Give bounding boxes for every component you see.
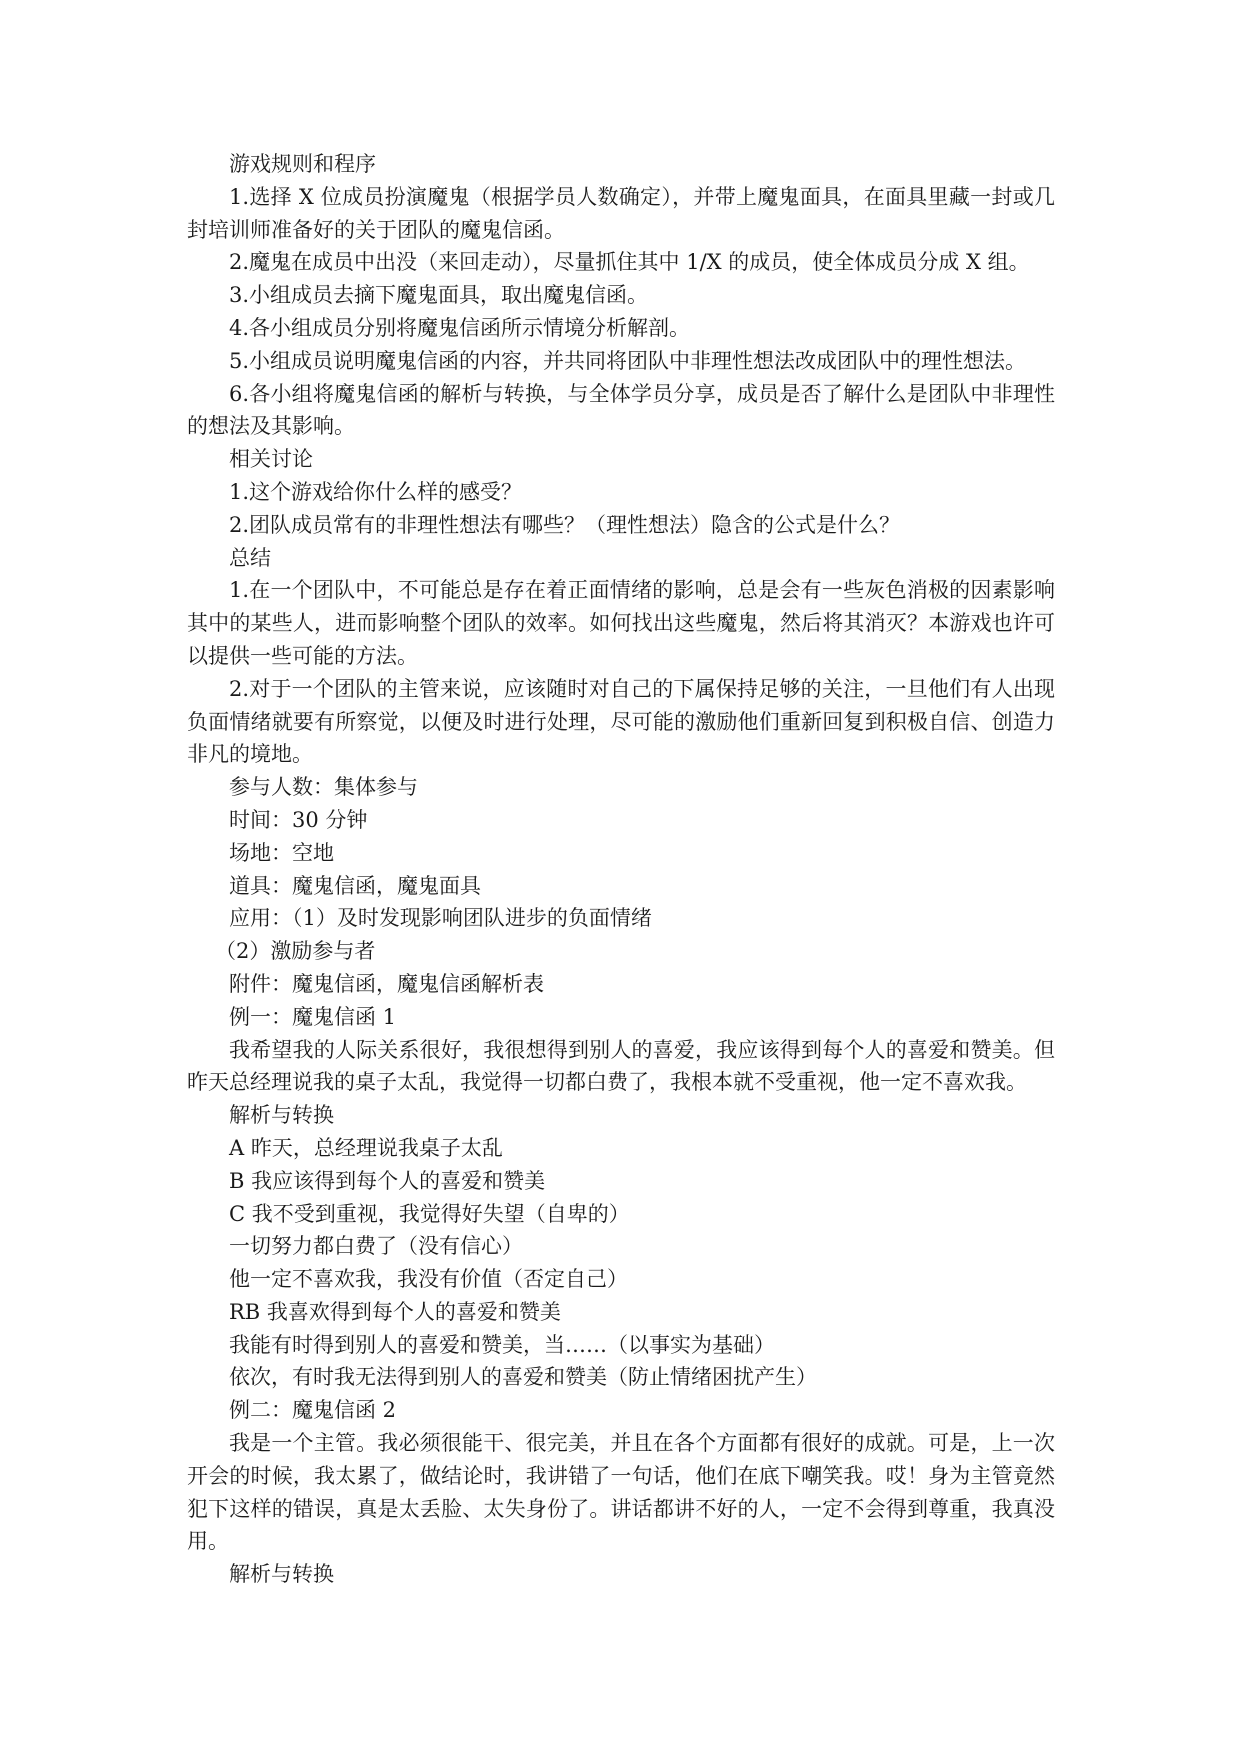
analysis-c: C 我不受到重视，我觉得好失望（自卑的）	[229, 1201, 630, 1226]
heading-discussion: 相关讨论	[229, 447, 313, 472]
analysis-a: A 昨天，总经理说我桌子太乱	[229, 1135, 503, 1160]
analysis-rb: RB 我喜欢得到每个人的喜爱和赞美	[229, 1299, 561, 1324]
analysis-heading-2: 解析与转换	[229, 1562, 334, 1587]
rule-4: 4.各小组成员分别将魔鬼信函所示情境分析解剖。	[229, 315, 691, 340]
summary-1: 1.在一个团队中，不可能总是存在着正面情绪的影响，总是会有一些灰色消极的因素影响其中的某些人，进而影响整个团队的效率。如何找出这些魔鬼，然后将其消灭？本游戏也许可以提供一些可能的方法。	[187, 578, 1055, 668]
application-2: （2）激励参与者	[215, 939, 376, 964]
summary-2: 2.对于一个团队的主管来说，应该随时对自己的下属保持足够的关注，一旦他们有人出现负面情绪就要有所察觉，以便及时进行处理，尽可能的激励他们重新回复到积极自信、创造力非凡的境地。	[187, 676, 1055, 767]
analysis-c-3: 他一定不喜欢我，我没有价值（否定自己）	[229, 1267, 628, 1292]
attachments: 附件：魔鬼信函，魔鬼信函解析表	[229, 971, 544, 996]
analysis-rb-2: 我能有时得到别人的喜爱和赞美，当……（以事实为基础）	[229, 1332, 775, 1357]
time: 时间：30 分钟	[229, 807, 368, 832]
rule-2: 2.魔鬼在成员中出没（来回走动），尽量抓住其中 1/X 的成员，使全体成员分成 X 组。	[229, 250, 1030, 275]
analysis-rb-3: 依次，有时我无法得到别人的喜爱和赞美（防止情绪困扰产生）	[229, 1365, 817, 1390]
analysis-c-2: 一切努力都白费了（没有信心）	[229, 1234, 523, 1259]
example-2-letter: 我是一个主管。我必须很能干、很完美，并且在各个方面都有很好的成就。可是，上一次开会的时候，我太累了，做结论时，我讲错了一句话，他们在底下嘲笑我。哎！身为主管竟然犯下这样的错误，真是太丢脸、太失身份了。讲话都讲不好的人，一定不会得到尊重，我真没用。	[187, 1431, 1055, 1554]
rule-5: 5.小组成员说明魔鬼信函的内容，并共同将团队中非理性想法改成团队中的理性想法。	[229, 348, 1027, 373]
rule-6: 6.各小组将魔鬼信函的解析与转换，与全体学员分享，成员是否了解什么是团队中非理性的想法及其影响。	[187, 381, 1055, 439]
heading-summary: 总结	[229, 545, 271, 570]
heading-rules: 游戏规则和程序	[229, 152, 376, 176]
rule-1: 1.选择 X 位成员扮演魔鬼（根据学员人数确定），并带上魔鬼面具，在面具里藏一封或几封培训师准备好的关于团队的魔鬼信函。	[187, 184, 1055, 242]
analysis-b: B 我应该得到每个人的喜爱和赞美	[229, 1168, 546, 1193]
example-1-title: 例一：魔鬼信函 1	[229, 1004, 397, 1029]
discussion-1: 1.这个游戏给你什么样的感受？	[229, 479, 523, 504]
participants: 参与人数：集体参与	[229, 775, 418, 800]
document-page	[187, 148, 1055, 1591]
example-2-title: 例二：魔鬼信函 2	[229, 1398, 397, 1423]
venue: 场地：空地	[229, 840, 334, 865]
props: 道具：魔鬼信函，魔鬼面具	[229, 873, 481, 898]
example-1-letter: 我希望我的人际关系很好，我很想得到别人的喜爱，我应该得到每个人的喜爱和赞美。但昨天总经理说我的桌子太乱，我觉得一切都白费了，我根本就不受重视，他一定不喜欢我。	[187, 1037, 1055, 1095]
analysis-heading-1: 解析与转换	[229, 1103, 334, 1128]
discussion-2: 2.团队成员常有的非理性想法有哪些？（理性想法）隐含的公式是什么？	[229, 512, 901, 537]
application-1: 应用：（1）及时发现影响团队进步的负面情绪	[229, 906, 652, 931]
rule-3: 3.小组成员去摘下魔鬼面具，取出魔鬼信函。	[229, 283, 649, 308]
